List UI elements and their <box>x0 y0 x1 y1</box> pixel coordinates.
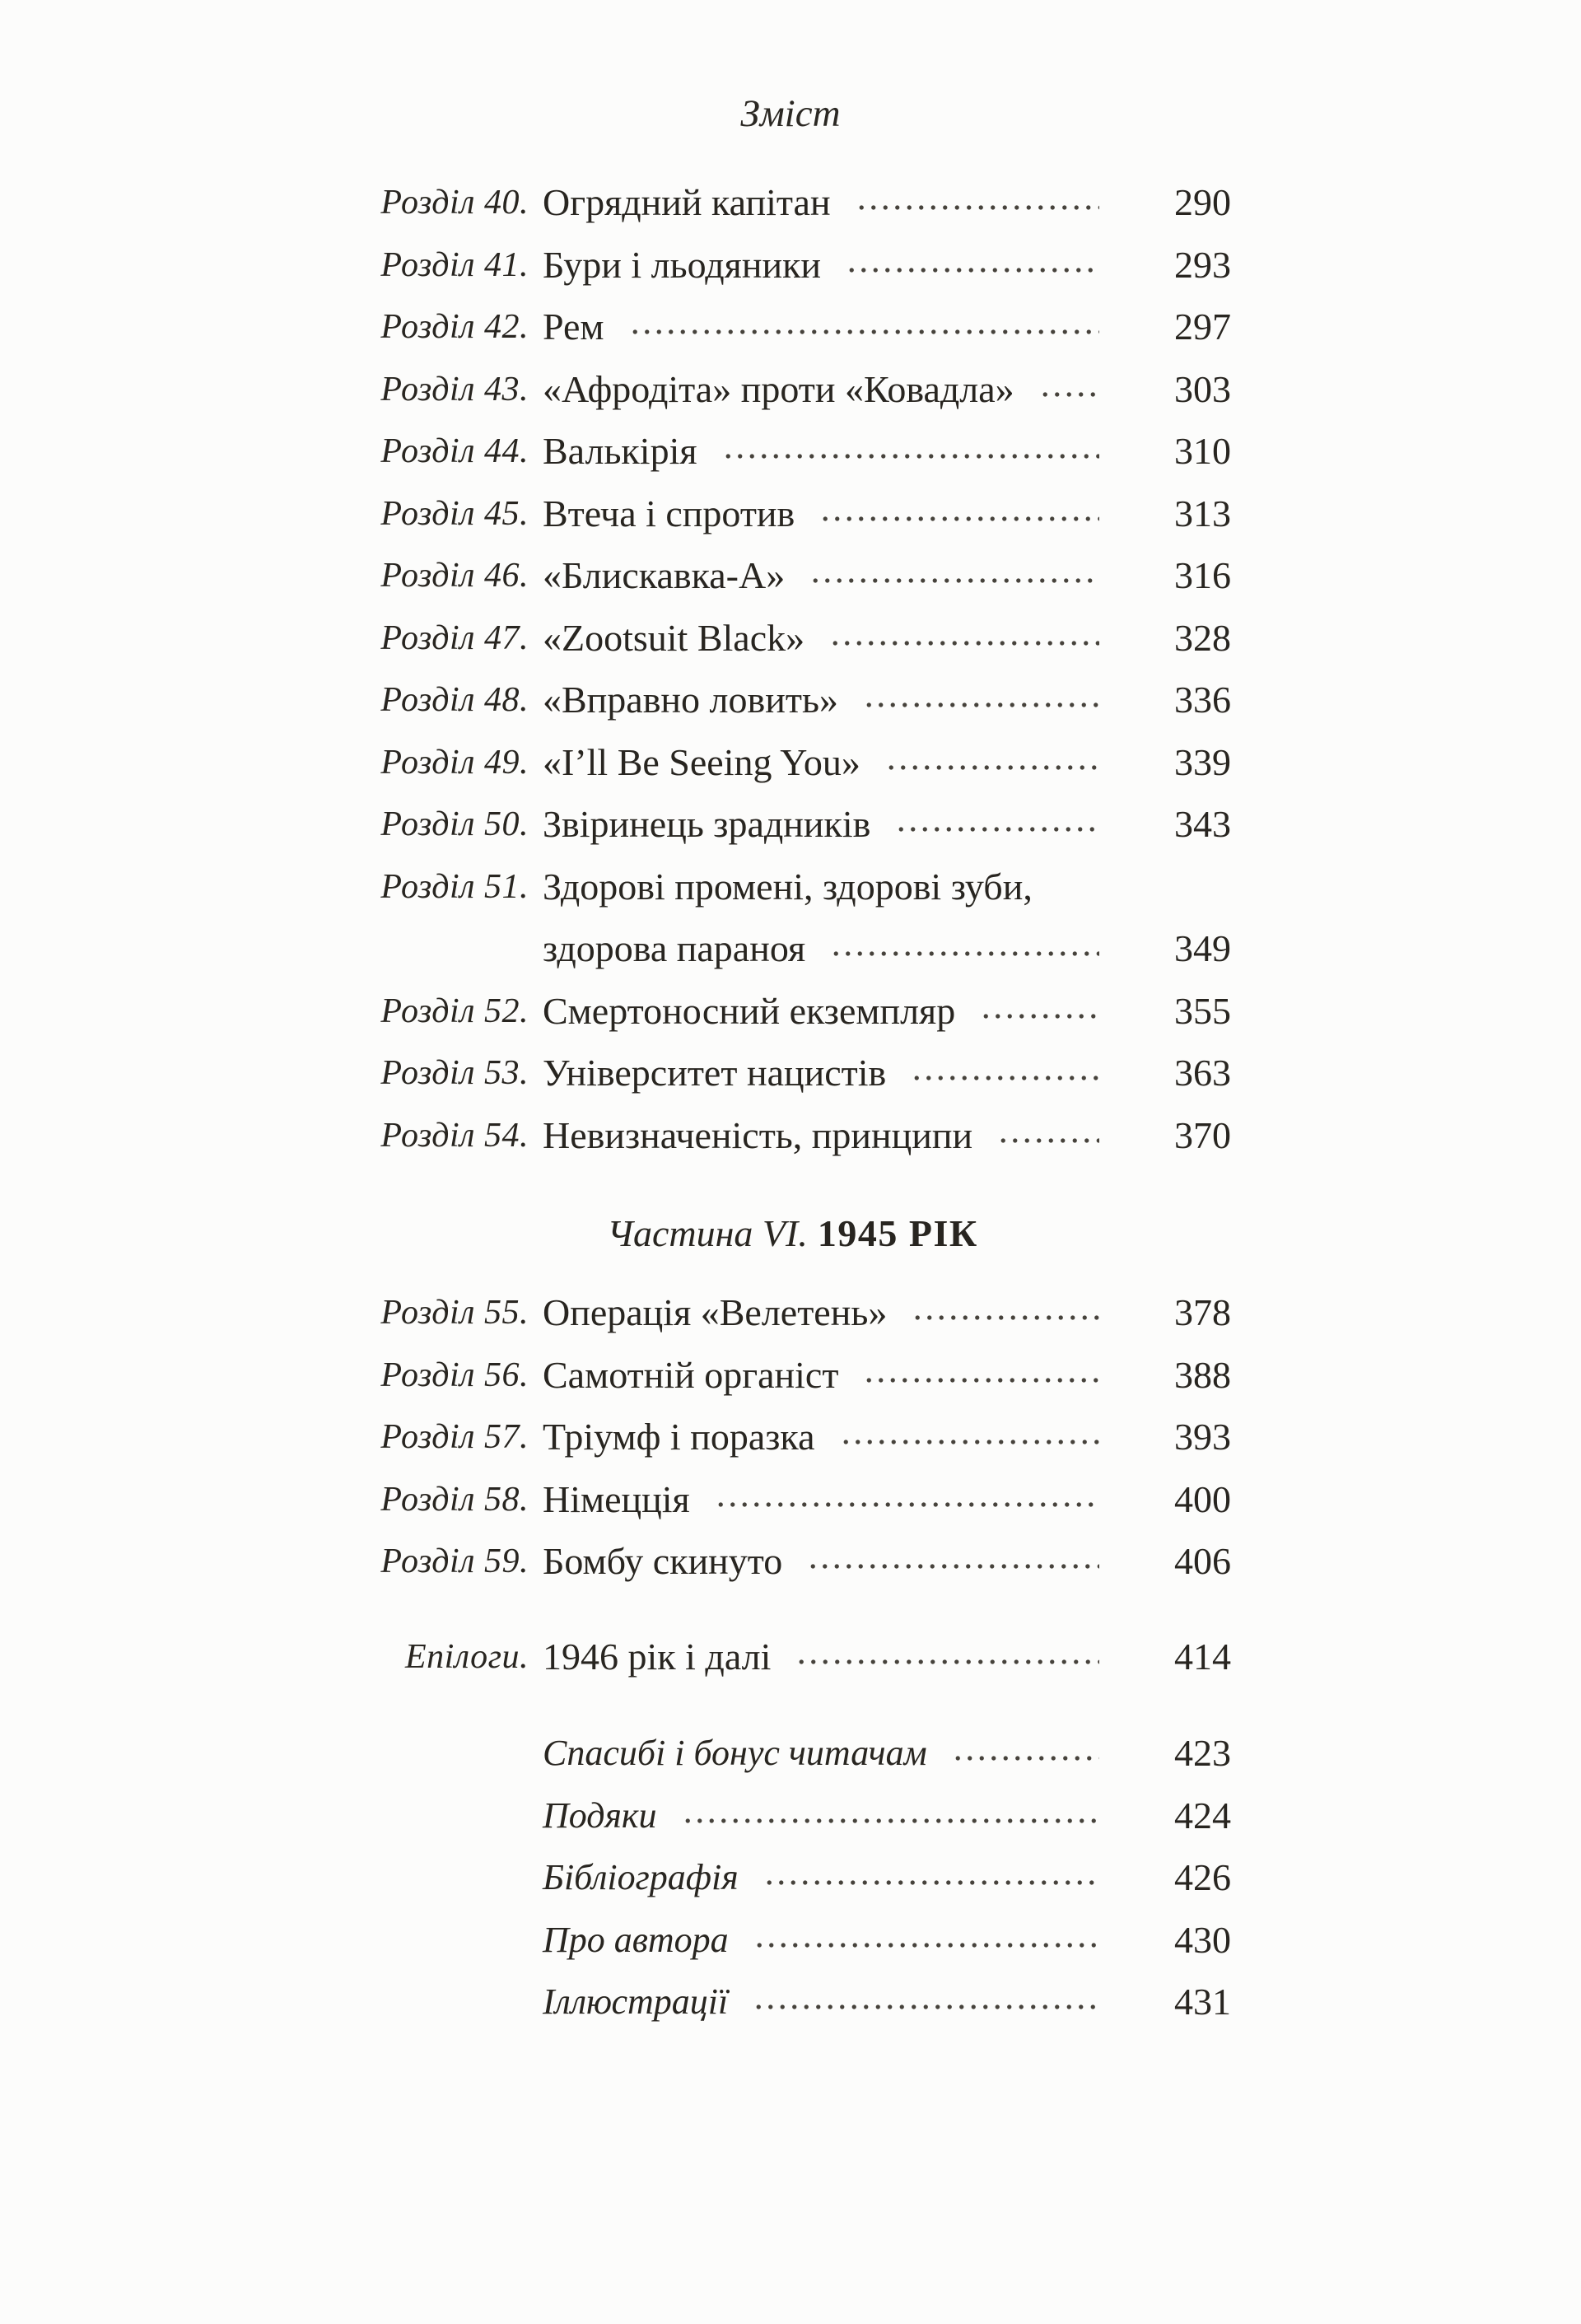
chapter-label: Розділ 56. <box>380 1356 529 1394</box>
dot-leader <box>846 245 1099 286</box>
toc-entry <box>354 1292 1231 1333</box>
chapter-title: Тріумф і поразка <box>543 1416 815 1458</box>
page-number: 313 <box>1174 492 1231 534</box>
chapter-label <box>354 928 529 969</box>
page-number: 426 <box>1174 1856 1231 1898</box>
chapter-label <box>354 1733 529 1774</box>
page-number: 290 <box>1174 181 1231 223</box>
chapter-title: Університет нацистів <box>543 1052 887 1094</box>
dot-leader <box>819 493 1099 534</box>
page-number: 363 <box>1174 1052 1231 1094</box>
chapter-label: Розділ 55. <box>380 1294 529 1332</box>
chapter-title: Бури і льодяники <box>543 243 822 286</box>
chapter-title: Втеча і спротив <box>543 492 795 534</box>
dot-leader <box>911 1052 1099 1094</box>
chapter-title: Німецція <box>543 1477 690 1520</box>
chapter-title: Невизначеність, принципи <box>543 1113 973 1156</box>
page-number: 414 <box>1174 1635 1231 1678</box>
chapter-label: Розділ 54. <box>380 1116 529 1155</box>
chapter-label: Розділ 48. <box>380 681 529 719</box>
chapter-label: Розділ 40. <box>380 184 529 222</box>
chapter-label: Епілоги. <box>404 1637 529 1676</box>
chapter-label: Розділ 49. <box>380 743 529 782</box>
chapter-label: Розділ 46. <box>380 557 529 595</box>
chapter-label: Розділ 52. <box>380 992 529 1030</box>
chapter-label: Розділ 42. <box>380 308 529 346</box>
dot-leader <box>912 1292 1099 1333</box>
dot-leader <box>809 555 1099 596</box>
chapter-title: Звіринець зрадників <box>543 803 871 845</box>
toc-entry <box>354 431 1231 472</box>
dot-leader <box>763 1857 1099 1898</box>
toc-entry <box>354 493 1231 534</box>
dot-leader <box>863 1355 1099 1396</box>
backmatter-title: Спасибі і бонус читачам <box>543 1733 927 1773</box>
chapter-label: Розділ 51. <box>380 867 529 906</box>
dot-leader <box>829 618 1099 659</box>
table-of-contents <box>354 182 1231 2044</box>
part-heading-italic: Частина VI. <box>607 1212 808 1254</box>
chapter-title: «Блискавка-А» <box>543 554 786 596</box>
chapter-title: Самотній органіст <box>543 1353 839 1396</box>
chapter-title: Смертоносний екземпляр <box>543 989 956 1032</box>
chapter-title: «I’ll Be Seeing You» <box>543 740 860 783</box>
toc-entry <box>354 1479 1231 1520</box>
page-number: 316 <box>1174 554 1231 596</box>
backmatter-title: Про автора <box>543 1919 729 1960</box>
page-title: Зміст <box>740 92 841 135</box>
backmatter-entry <box>354 1733 1231 1774</box>
toc-entry <box>354 555 1231 596</box>
chapter-label: Розділ 58. <box>380 1480 529 1519</box>
dot-leader <box>830 928 1099 969</box>
chapter-label: Розділ 59. <box>380 1542 529 1580</box>
dot-leader <box>840 1416 1100 1458</box>
toc-entry <box>354 1541 1231 1582</box>
page-number: 423 <box>1174 1732 1231 1774</box>
dot-leader <box>980 991 1099 1032</box>
chapter-label: Розділ 50. <box>380 805 529 843</box>
book-page <box>0 89 1581 2324</box>
page-number: 355 <box>1174 989 1231 1032</box>
page-number: 293 <box>1174 243 1231 286</box>
chapter-label: Розділ 43. <box>380 370 529 408</box>
chapter-label: Розділ 57. <box>380 1418 529 1456</box>
chapter-label: Розділ 44. <box>380 432 529 470</box>
chapter-title: Бомбу скинуто <box>543 1540 783 1582</box>
dot-leader <box>1057 866 1099 908</box>
toc-entry <box>354 742 1231 783</box>
chapter-label <box>354 1857 529 1898</box>
page-number: 343 <box>1174 803 1231 845</box>
dot-leader <box>997 1115 1099 1156</box>
page-number: 424 <box>1174 1794 1231 1836</box>
chapter-label: Розділ 45. <box>380 494 529 533</box>
dot-leader <box>807 1541 1099 1582</box>
dot-leader <box>753 1920 1099 1961</box>
page-number: 431 <box>1174 1981 1231 2023</box>
chapter-label <box>354 1981 529 2023</box>
backmatter-entry <box>354 1920 1231 1961</box>
page-number: 310 <box>1174 430 1231 472</box>
chapter-title: Валькірія <box>543 430 697 472</box>
dot-leader <box>753 1981 1099 2023</box>
dot-leader <box>895 804 1099 845</box>
chapter-title: здорова параноя <box>543 927 806 969</box>
dot-leader <box>722 431 1099 472</box>
page-number: 328 <box>1174 616 1231 659</box>
toc-entry <box>354 306 1231 348</box>
chapter-label <box>354 1795 529 1836</box>
dot-leader <box>715 1479 1099 1520</box>
dot-leader <box>952 1733 1099 1774</box>
dot-leader <box>682 1795 1100 1836</box>
page-number: 406 <box>1174 1540 1231 1582</box>
backmatter-title: Подяки <box>543 1794 657 1836</box>
chapter-label <box>354 1920 529 1961</box>
page-number: 370 <box>1174 1113 1231 1156</box>
toc-entry <box>354 991 1231 1032</box>
toc-entry <box>354 866 1231 908</box>
backmatter-entry <box>354 1857 1231 1898</box>
chapter-label: Розділ 47. <box>380 618 529 657</box>
chapter-title: Здорові промені, здорові зуби, <box>543 865 1033 908</box>
dot-leader <box>795 1636 1099 1678</box>
page-number: 339 <box>1174 740 1231 783</box>
chapter-title: Операція «Велетень» <box>543 1291 888 1333</box>
toc-entry <box>354 182 1231 223</box>
page-number: 430 <box>1174 1918 1231 1961</box>
dot-leader <box>629 306 1099 348</box>
page-number: 336 <box>1174 679 1231 721</box>
page-number: 303 <box>1174 367 1231 410</box>
backmatter-entry <box>354 1795 1231 1836</box>
chapter-label: Розділ 53. <box>380 1054 529 1092</box>
toc-entry <box>354 1416 1231 1458</box>
toc-entry <box>354 369 1231 410</box>
page-number: 388 <box>1174 1353 1231 1396</box>
toc-entry <box>354 1115 1231 1156</box>
toc-entry <box>354 618 1231 659</box>
toc-entry <box>354 804 1231 845</box>
toc-entry-continuation <box>354 928 1231 969</box>
toc-entry <box>354 1052 1231 1094</box>
page-number <box>1108 866 1231 908</box>
dot-leader <box>885 742 1099 783</box>
chapter-title: «Вправно ловить» <box>543 679 838 721</box>
chapter-title: «Афродіта» проти «Ковадла» <box>543 367 1014 410</box>
page-number: 400 <box>1174 1477 1231 1520</box>
toc-entry-epilogue <box>354 1636 1231 1678</box>
page-number: 349 <box>1174 927 1231 969</box>
chapter-title: Рем <box>543 306 604 348</box>
backmatter-list <box>354 1733 1231 2044</box>
chapter-label: Розділ 41. <box>380 245 529 284</box>
toc-entry <box>354 245 1231 286</box>
backmatter-title: Іллюстрації <box>543 1981 729 2022</box>
dot-leader <box>1039 369 1099 410</box>
backmatter-title: Бібліографія <box>543 1857 739 1897</box>
page-number: 297 <box>1174 306 1231 348</box>
page-number: 378 <box>1174 1291 1231 1333</box>
chapter-title: Огрядний капітан <box>543 181 831 223</box>
toc-entry <box>354 679 1231 721</box>
part-heading <box>354 1213 1231 1254</box>
chapter-title: 1946 рік і далі <box>543 1635 772 1678</box>
dot-leader <box>856 182 1099 223</box>
backmatter-entry <box>354 1981 1231 2023</box>
page-number: 393 <box>1174 1416 1231 1458</box>
toc-entry <box>354 1355 1231 1396</box>
dot-leader <box>863 679 1099 721</box>
part-heading-bold: 1945 РІК <box>817 1212 978 1254</box>
chapter-title: «Zootsuit Black» <box>543 616 805 659</box>
